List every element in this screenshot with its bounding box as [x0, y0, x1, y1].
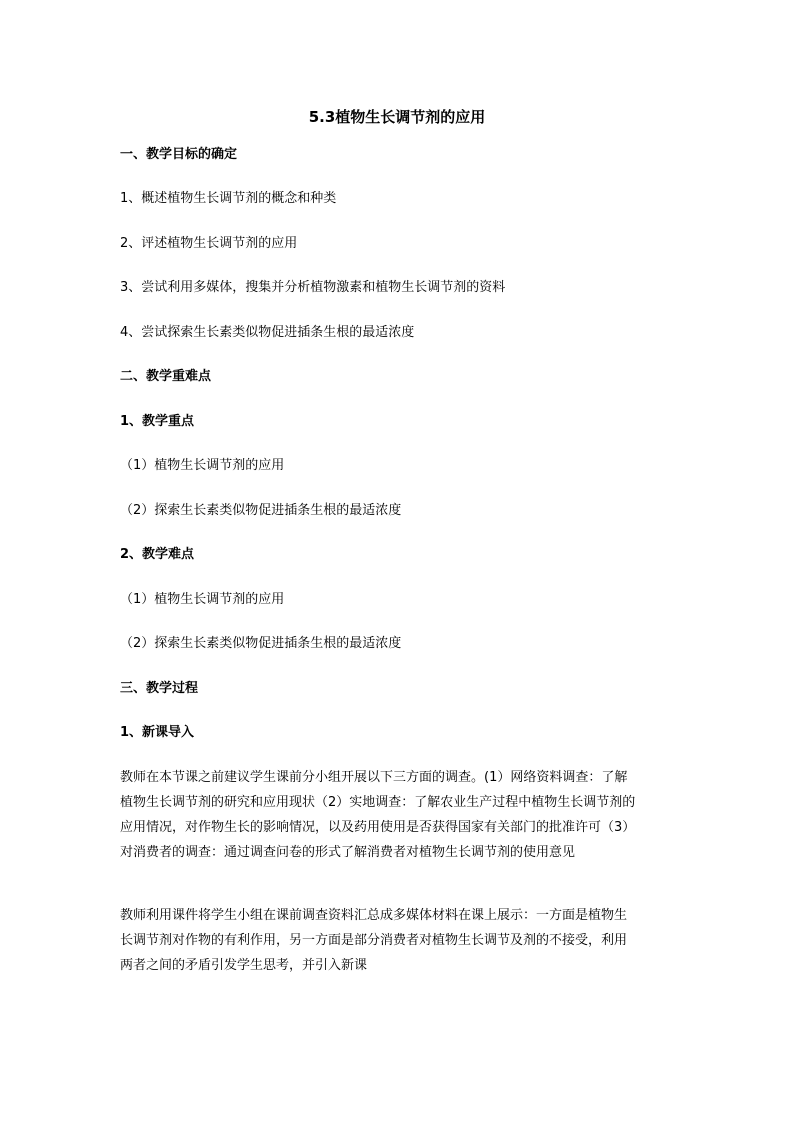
document-title: 5.3植物生长调节剂的应用 [308, 108, 486, 126]
subheading-key-points: 1、教学重点 [120, 414, 195, 429]
section-heading-objectives: 一、教学目标的确定 [120, 147, 238, 162]
difficult-point-item-1: （1）植物生长调节剂的应用 [120, 592, 285, 607]
objective-item-1: 1、概述植物生长调节剂的概念和种类 [120, 191, 337, 206]
subheading-difficult-points: 2、教学难点 [120, 547, 195, 562]
paragraph-line: 应用情况，对作物生长的影响情况，以及药用使用是否获得国家有关部门的批准许可（3） [120, 820, 636, 835]
paragraph-line: 两者之间的矛盾引发学生思考，并引入新课 [120, 958, 368, 973]
objective-item-2: 2、评述植物生长调节剂的应用 [120, 236, 298, 251]
subheading-new-lesson-intro: 1、新课导入 [120, 725, 195, 740]
paragraph-line: 长调节剂对作物的有利作用，另一方面是部分消费者对植物生长调节及剂的不接受，利用 [120, 933, 628, 948]
paragraph-line: 对消费者的调查：通过调查问卷的形式了解消费者对植物生长调节剂的使用意见 [120, 845, 576, 860]
objective-item-3: 3、尝试利用多媒体，搜集并分析植物激素和植物生长调节剂的资料 [120, 280, 506, 295]
key-point-item-2: （2）探索生长素类似物促进插条生根的最适浓度 [120, 503, 402, 518]
difficult-point-item-2: （2）探索生长素类似物促进插条生根的最适浓度 [120, 636, 402, 651]
section-heading-process: 三、教学过程 [120, 681, 199, 696]
intro-paragraph-2 [120, 903, 680, 978]
paragraph-line: 教师在本节课之前建议学生课前分小组开展以下三方面的调查。(1）网络资料调查：了解 [120, 770, 628, 785]
section-heading-key-difficult: 二、教学重难点 [120, 369, 212, 384]
paragraph-line: 植物生长调节剂的研究和应用现状（2）实地调查：了解农业生产过程中植物生长调节剂的 [120, 795, 636, 810]
key-point-item-1: （1）植物生长调节剂的应用 [120, 458, 285, 473]
paragraph-line: 教师利用课件将学生小组在课前调查资料汇总成多媒体材料在课上展示：一方面是植物生 [120, 908, 628, 923]
objective-item-4: 4、尝试探索生长素类似物促进插条生根的最适浓度 [120, 325, 415, 340]
intro-paragraph-1 [120, 765, 680, 865]
